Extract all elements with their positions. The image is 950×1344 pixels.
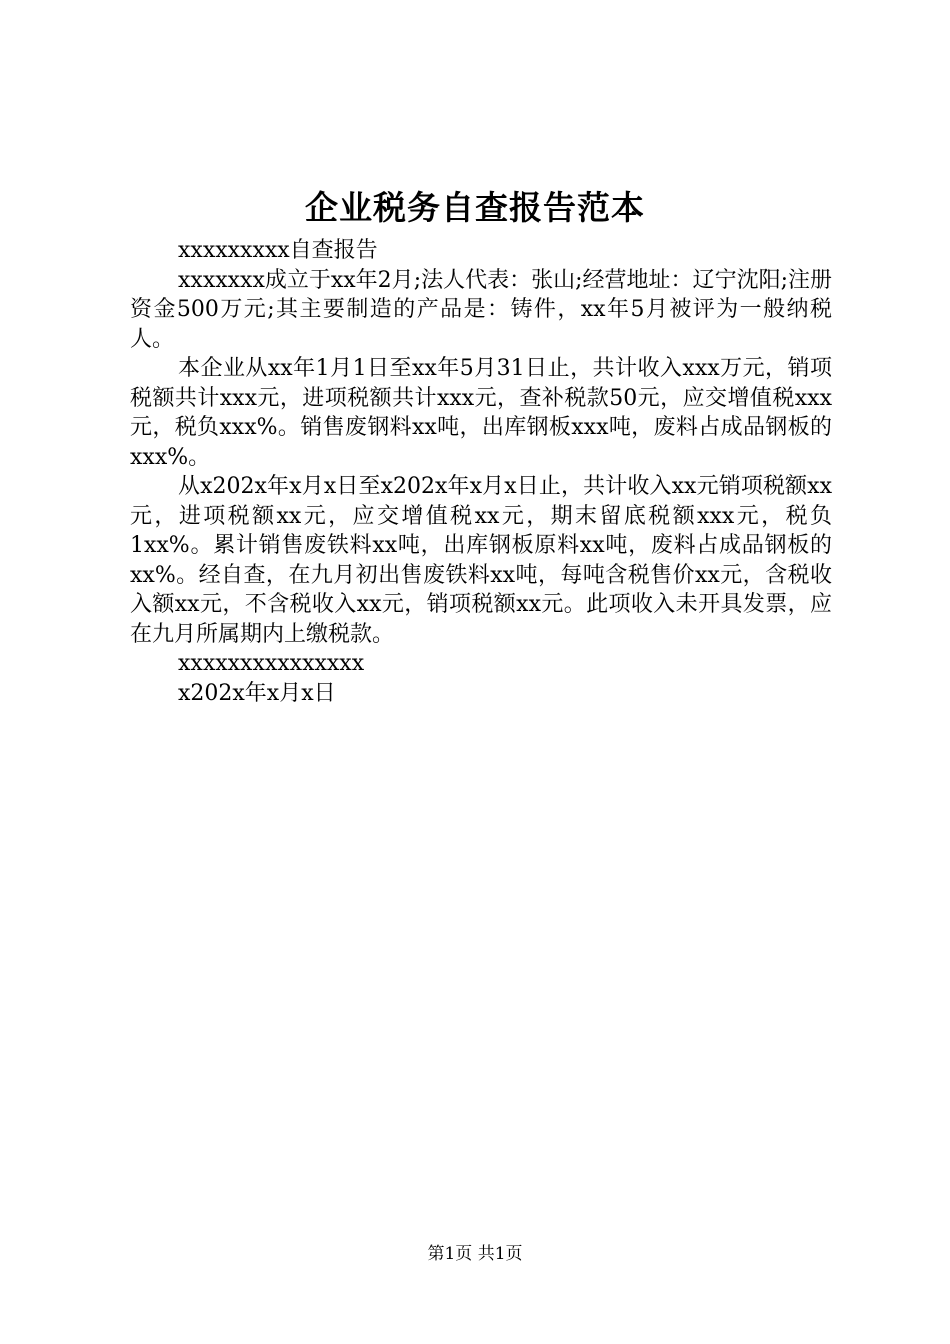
company-info-paragraph: xxxxxxx成立于xx年2月;法人代表：张山;经营地址：辽宁沈阳;注册资金500万元;其主要制造的产品是：铸件，xx年5月被评为一般纳税人。 <box>130 267 832 352</box>
date-line: x202x年x月x日 <box>178 680 336 706</box>
period-summary-paragraph: 本企业从xx年1月1日至xx年5月31日止，共计收入xxx万元，销项税额共计xxx元，进项税额共计xxx元，查补税款50元，应交增值税xxx元，税负xxx%。销售废钢料xx吨，出库钢板xxx吨，废料占成品钢板的xxx%。 <box>130 356 832 470</box>
page-footer: 第1页 共1页 <box>427 1244 523 1264</box>
signature-line: xxxxxxxxxxxxxxx <box>178 651 365 676</box>
document-title: 企业税务自查报告范本 <box>305 188 645 227</box>
document-body <box>130 236 832 708</box>
self-check-paragraph: 从x202x年x月x日至x202x年x月x日止，共计收入xx元销项税额xx元，进项税额xx元，应交增值税xx元，期末留底税额xxx元，税负1xx%。累计销售废铁料xx吨，出库钢板原料xx吨，废料占成品钢板的xx%。经自查，在九月初出售废铁料xx吨，每吨含税售价xx元，含税收入额xx元，不含税收入xx元，销项税额xx元。此项收入未开具发票，应在九月所属期内上缴税款。 <box>130 474 832 647</box>
report-heading-line: xxxxxxxxx自查报告 <box>178 238 378 263</box>
